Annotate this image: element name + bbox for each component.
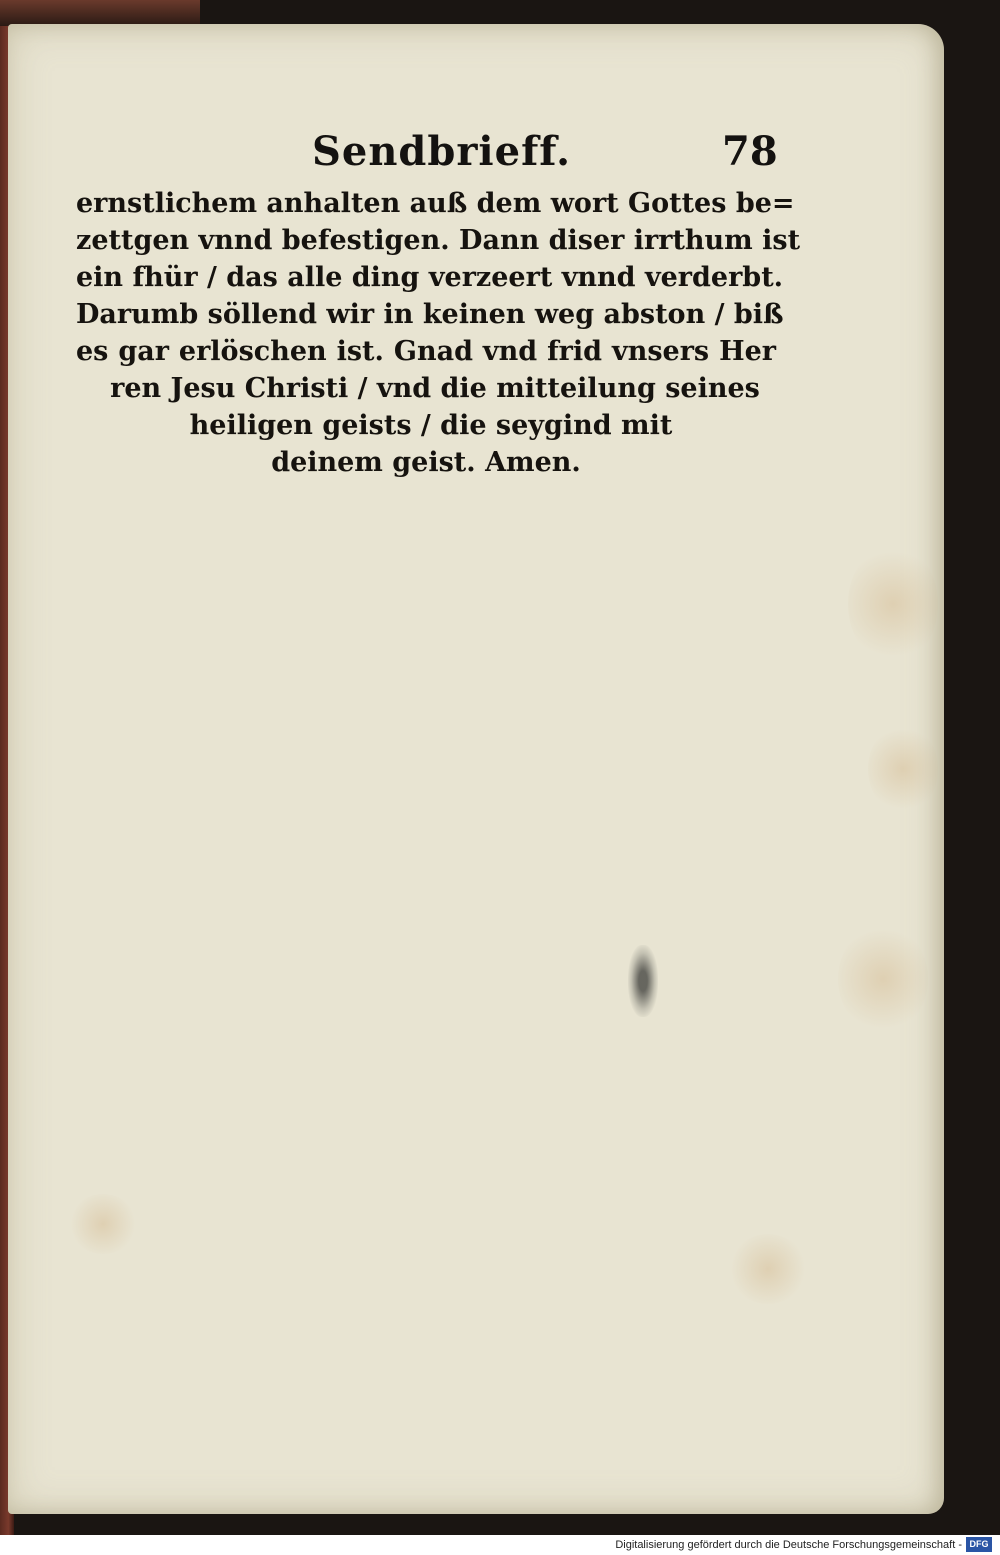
- text-line: deinem geist. Amen.: [271, 447, 581, 478]
- running-title: Sendbrieff.: [312, 128, 571, 175]
- funding-credit: Digitalisierung gefördert durch die Deutsche Forschungsgemeinschaft -: [615, 1539, 962, 1551]
- text-line: Darumb söllend wir in keinen weg abston / biß: [76, 299, 784, 330]
- dfg-logo: DFG: [966, 1537, 992, 1552]
- text-line: ein fhür / das alle ding verzeert vnnd verderbt.: [76, 262, 784, 293]
- text-line: ernstlichem anhalten auß dem wort Gottes be=: [76, 188, 795, 219]
- text-line: heiligen geists / die seygind mit: [189, 410, 673, 441]
- foxing-stain: [868, 724, 938, 814]
- foxing-stain: [68, 1194, 138, 1254]
- text-line: ren Jesu Christi / vnd die mitteilung seines: [110, 373, 760, 404]
- text-line: es gar erlöschen ist. Gnad vnd frid vnsers Her: [76, 336, 776, 367]
- ink-blot: [628, 945, 658, 1017]
- foxing-stain: [848, 544, 938, 664]
- page-header: [0, 128, 1000, 184]
- book-cover-edge: [0, 0, 200, 26]
- foxing-stain: [838, 924, 928, 1034]
- foxing-stain: [728, 1234, 808, 1304]
- page-number: 78: [722, 128, 778, 175]
- body-text: [76, 185, 801, 481]
- text-line: zettgen vnnd befestigen. Dann diser irrthum ist: [76, 225, 801, 256]
